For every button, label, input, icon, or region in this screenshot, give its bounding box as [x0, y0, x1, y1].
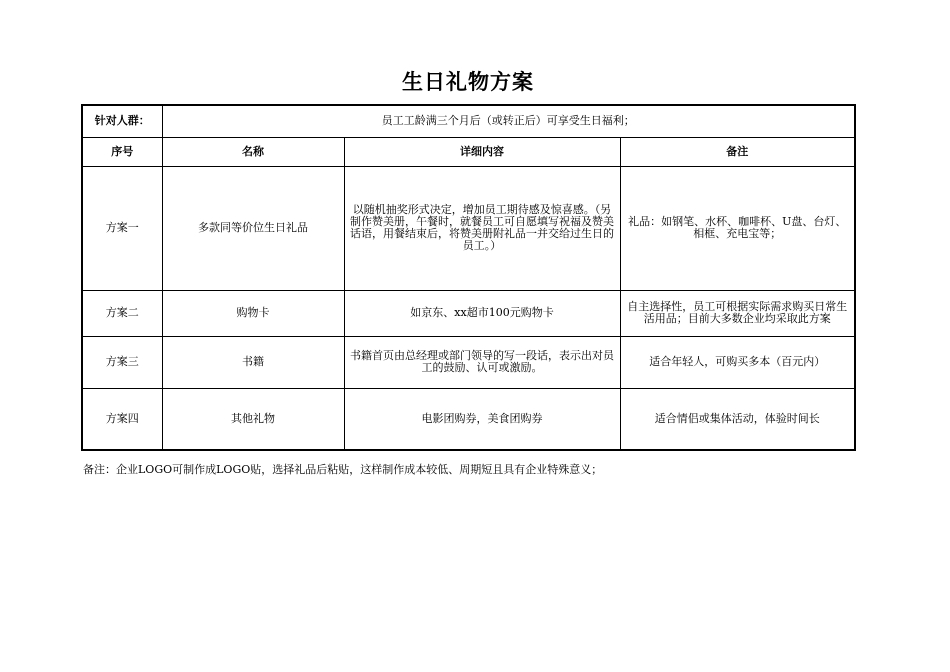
- row-name: 其他礼物: [162, 388, 344, 450]
- row-remarks: 适合情侣或集体活动，体验时间长: [620, 388, 855, 450]
- row-name: 购物卡: [162, 290, 344, 336]
- row-name: 多款同等价位生日礼品: [162, 166, 344, 290]
- row-remarks: 礼品：如钢笔、水杯、咖啡杯、U盘、台灯、相框、充电宝等；: [620, 166, 855, 290]
- footnote: 备注：企业LOGO可制作成LOGO贴，选择礼品后粘贴，这样制作成本较低、周期短且具有企业特殊意义；: [83, 463, 603, 476]
- row-index: 方案四: [82, 388, 162, 450]
- target-label: 针对人群：: [82, 105, 162, 137]
- header-name: 名称: [162, 137, 344, 166]
- row-details: 电影团购券，美食团购券: [344, 388, 620, 450]
- row-details: 书籍首页由总经理或部门领导的写一段话，表示出对员工的鼓励、认可或激励。: [344, 336, 620, 388]
- row-remarks: 自主选择性，员工可根据实际需求购买日常生活用品；目前大多数企业均采取此方案: [620, 290, 855, 336]
- row-remarks: 适合年轻人，可购买多本（百元内）: [620, 336, 855, 388]
- header-index: 序号: [82, 137, 162, 166]
- row-details: 以随机抽奖形式决定，增加员工期待感及惊喜感。（另制作赞美册，午餐时，就餐员工可自愿填写祝福及赞美话语，用餐结束后，将赞美册附礼品一并交给过生日的员工。）: [344, 166, 620, 290]
- plan-table: [81, 104, 856, 451]
- header-details: 详细内容: [344, 137, 620, 166]
- table-row: [82, 336, 855, 388]
- target-value: 员工工龄满三个月后（或转正后）可享受生日福利；: [162, 105, 855, 137]
- row-index: 方案三: [82, 336, 162, 388]
- row-index: 方案一: [82, 166, 162, 290]
- row-details: 如京东、xx超市100元购物卡: [344, 290, 620, 336]
- row-name: 书籍: [162, 336, 344, 388]
- table-row: [82, 290, 855, 336]
- target-row: [82, 105, 855, 137]
- table-row: [82, 166, 855, 290]
- table-row: [82, 388, 855, 450]
- page-title: 生日礼物方案: [402, 70, 534, 94]
- row-index: 方案二: [82, 290, 162, 336]
- header-remarks: 备注: [620, 137, 855, 166]
- header-row: [82, 137, 855, 166]
